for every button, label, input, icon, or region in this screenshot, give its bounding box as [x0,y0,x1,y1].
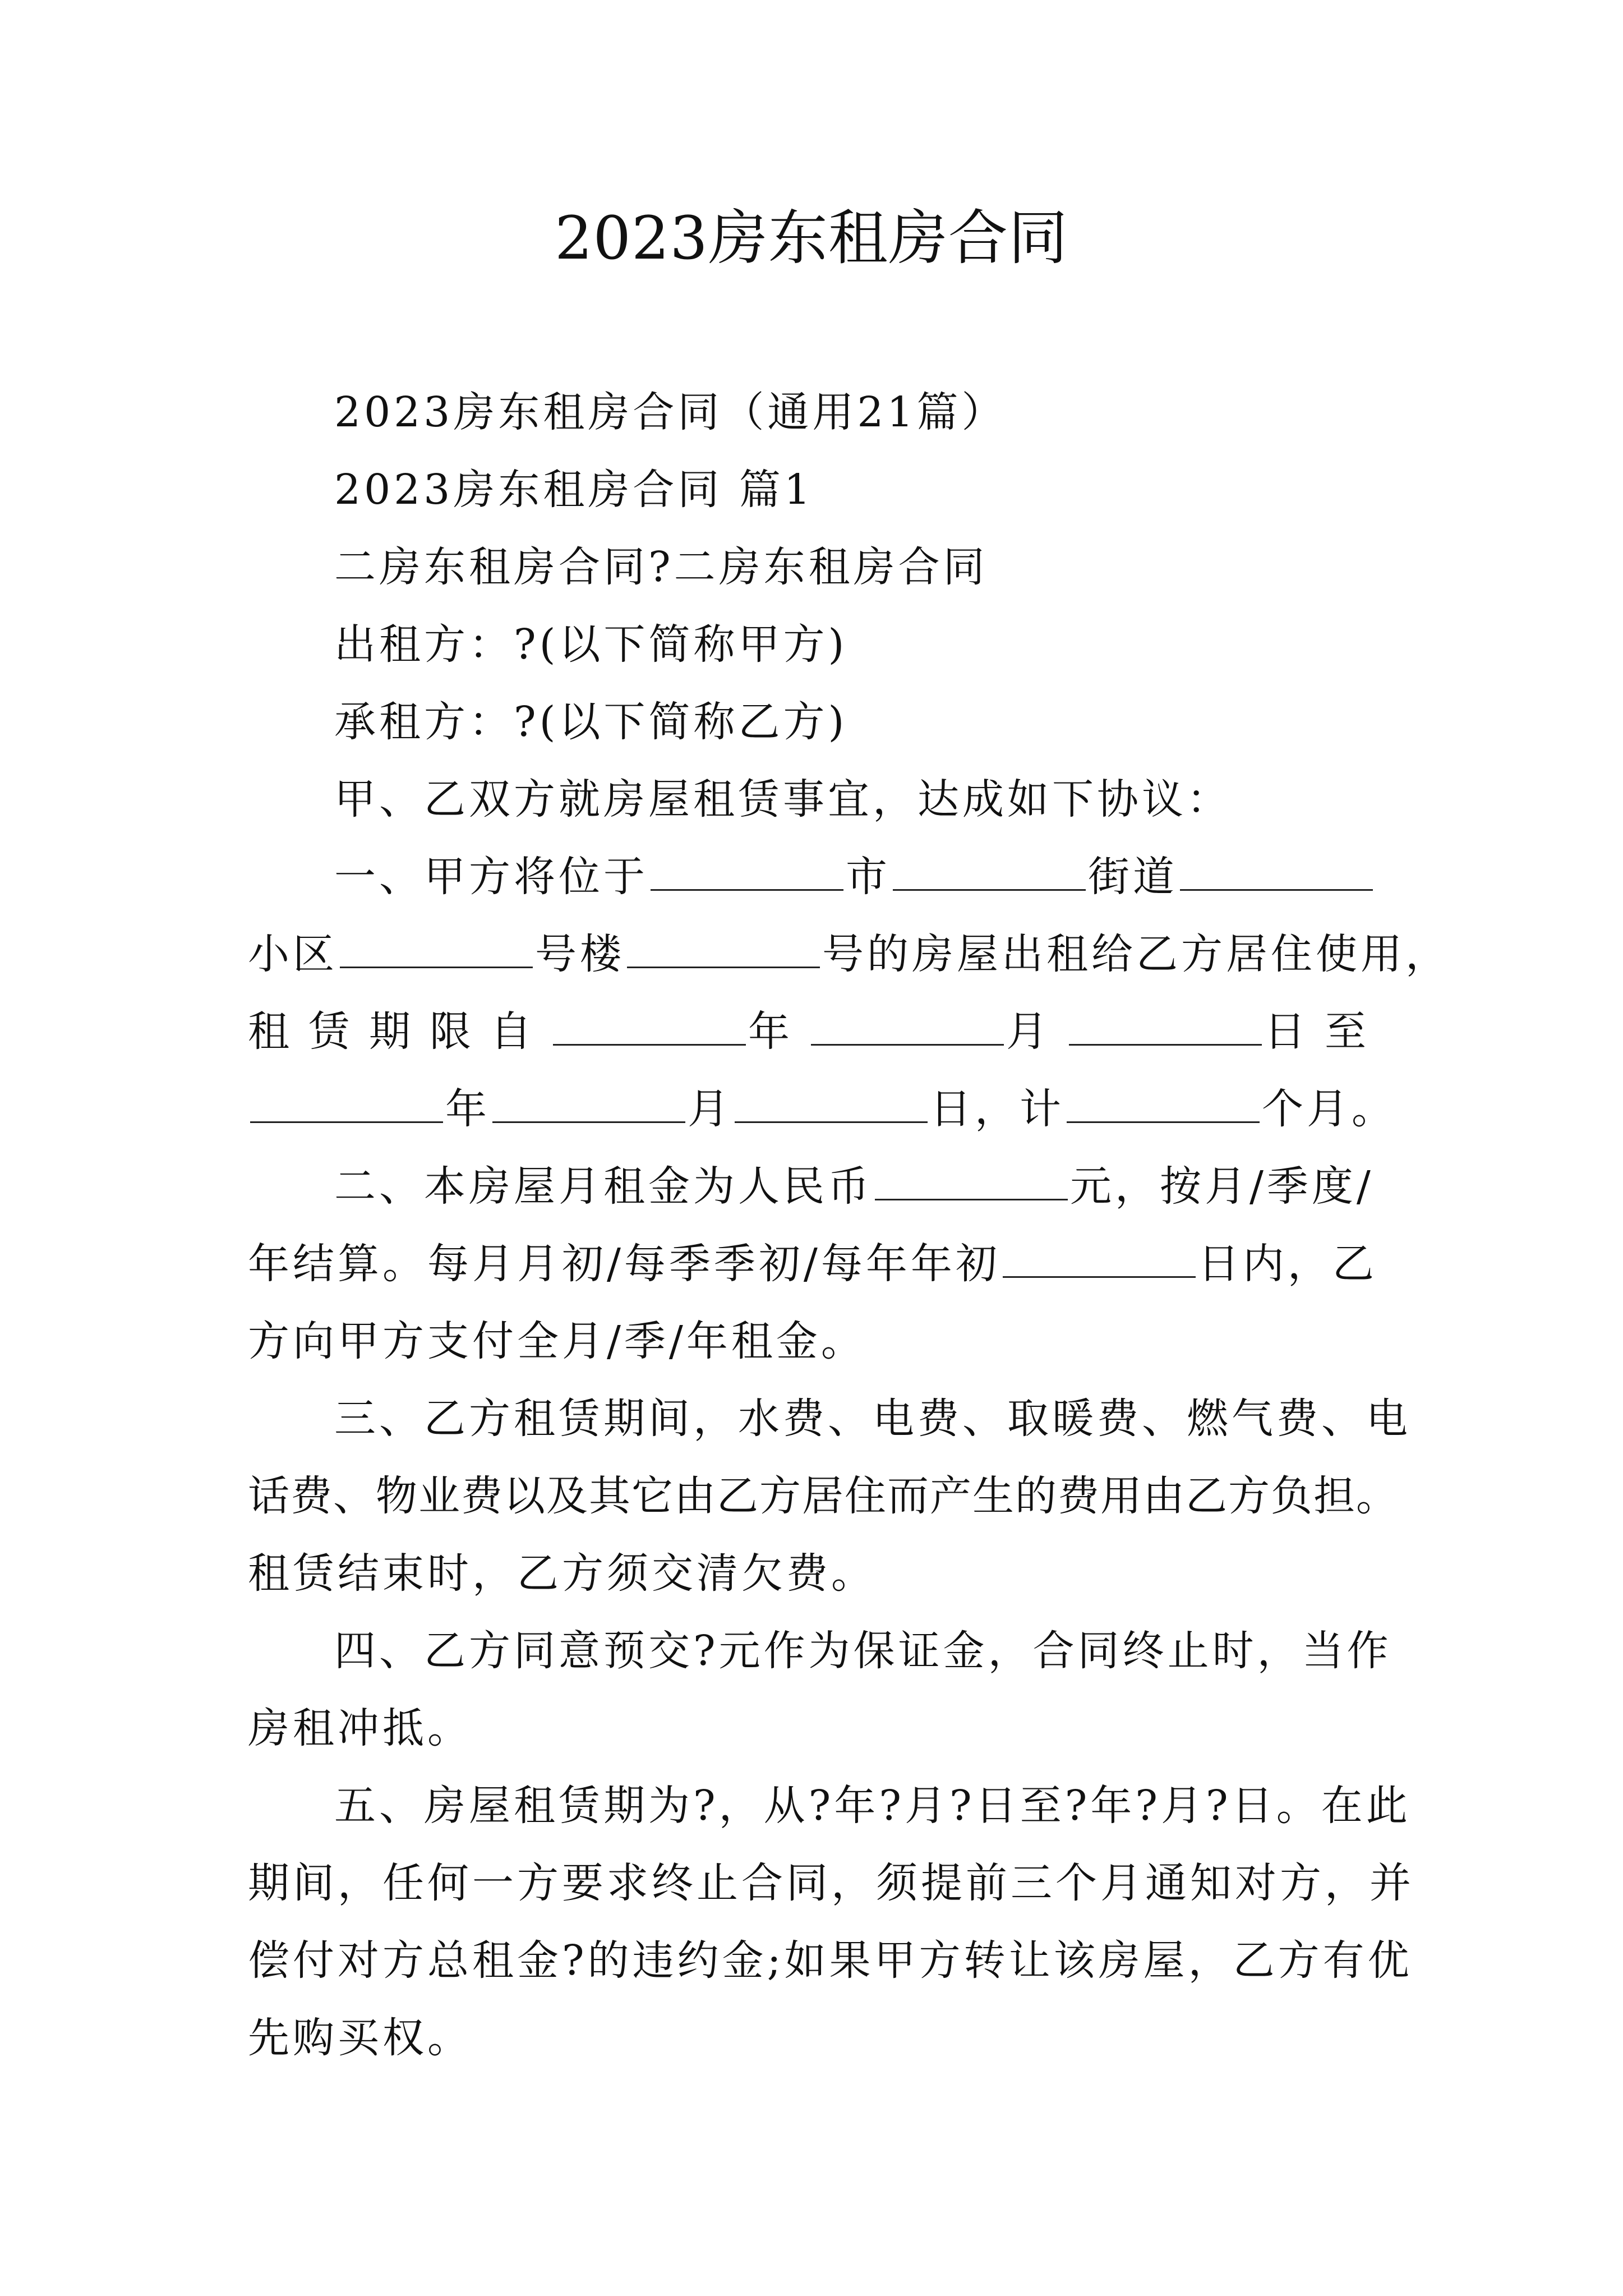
clause1-text: 一、甲方将位于 [334,853,648,901]
document-subtitle: 2023房东租房合同（通用21篇） [334,388,1007,436]
blank-field [1067,1085,1260,1123]
clause2-text: 二、本房屋月租金为人民币 [334,1162,873,1211]
blank-field [875,1163,1068,1200]
clause1-text: 年 [445,1085,490,1133]
contract-name: 二房东租房合同?二房东租房合同 [334,543,988,591]
clause1-text: 市 [846,853,891,901]
clause1-text: 月 [1006,1007,1067,1056]
blank-field [735,1085,928,1123]
blank-field [1180,853,1373,891]
clause1-text: 日至 [1264,1007,1385,1056]
clause4-line2: 房租冲抵。 [248,1704,472,1752]
blank-field [651,853,843,891]
clause1-text: 月 [688,1085,732,1133]
document-title: 2023房东租房合同 [555,204,1068,273]
clause2-text: 年结算。每月月初/每季季初/每年年初 [248,1240,1000,1288]
clause5-line2: 期间，任何一方要求终止合同，须提前三个月通知对方，并 [248,1859,1414,1907]
clause2-text: 日内，乙 [1197,1240,1377,1288]
blank-field [250,1085,443,1123]
clause2-text: 元，按月/季度/ [1070,1162,1374,1211]
clause1-text: 年 [748,1007,809,1056]
clause1-line3 [248,1004,1385,1060]
clause1-line4 [248,1081,1396,1137]
clause1-text: 号楼 [535,930,625,978]
clause1-text: 日，计 [930,1085,1064,1133]
lessee-line: 承租方：?(以下简称乙方) [334,698,848,746]
clause5-line4: 先购买权。 [248,2014,472,2062]
blank-field [492,1085,685,1123]
clause1-text: 街道 [1088,853,1178,901]
lessor-line: 出租方：?(以下简称甲方) [334,620,848,669]
clause3-line3: 租赁结束时，乙方须交清欠费。 [248,1549,876,1598]
blank-field [553,1008,746,1046]
clause4-line1: 四、乙方同意预交?元作为保证金，合同终止时，当作 [334,1627,1392,1675]
clause2-line2 [248,1236,1377,1292]
clause5-line1: 五、房屋租赁期为?，从?年?月?日至?年?月?日。在此 [334,1782,1411,1830]
blank-field [1069,1008,1262,1046]
clause5-line3: 偿付对方总租金?的违约金;如果甲方转让该房屋，乙方有优 [248,1936,1413,1985]
clause3-line2: 话费、物业费以及其它由乙方居住而产生的费用由乙方负担。 [248,1472,1399,1520]
blank-field [627,931,820,968]
clause1-text: 租赁期限自 [248,1007,551,1056]
clause1-text: 个月。 [1262,1085,1396,1133]
blank-field [811,1008,1004,1046]
clause2-line1 [334,1158,1374,1214]
clause1-line2 [248,926,1450,982]
clause1-text: 号的房屋出租给乙方居住使用， [822,930,1450,978]
blank-field [893,853,1086,891]
section-heading: 2023房东租房合同 篇1 [334,466,814,514]
blank-field [1003,1240,1196,1278]
clause1-text: 小区 [248,930,338,978]
blank-field [340,931,533,968]
clause2-line3: 方向甲方支付全月/季/年租金。 [248,1317,866,1365]
clause1-line1 [334,849,1375,905]
intro-line: 甲、乙双方就房屋租赁事宜，达成如下协议： [334,775,1232,823]
clause3-line1: 三、乙方租赁期间，水费、电费、取暖费、燃气费、电 [334,1395,1411,1443]
